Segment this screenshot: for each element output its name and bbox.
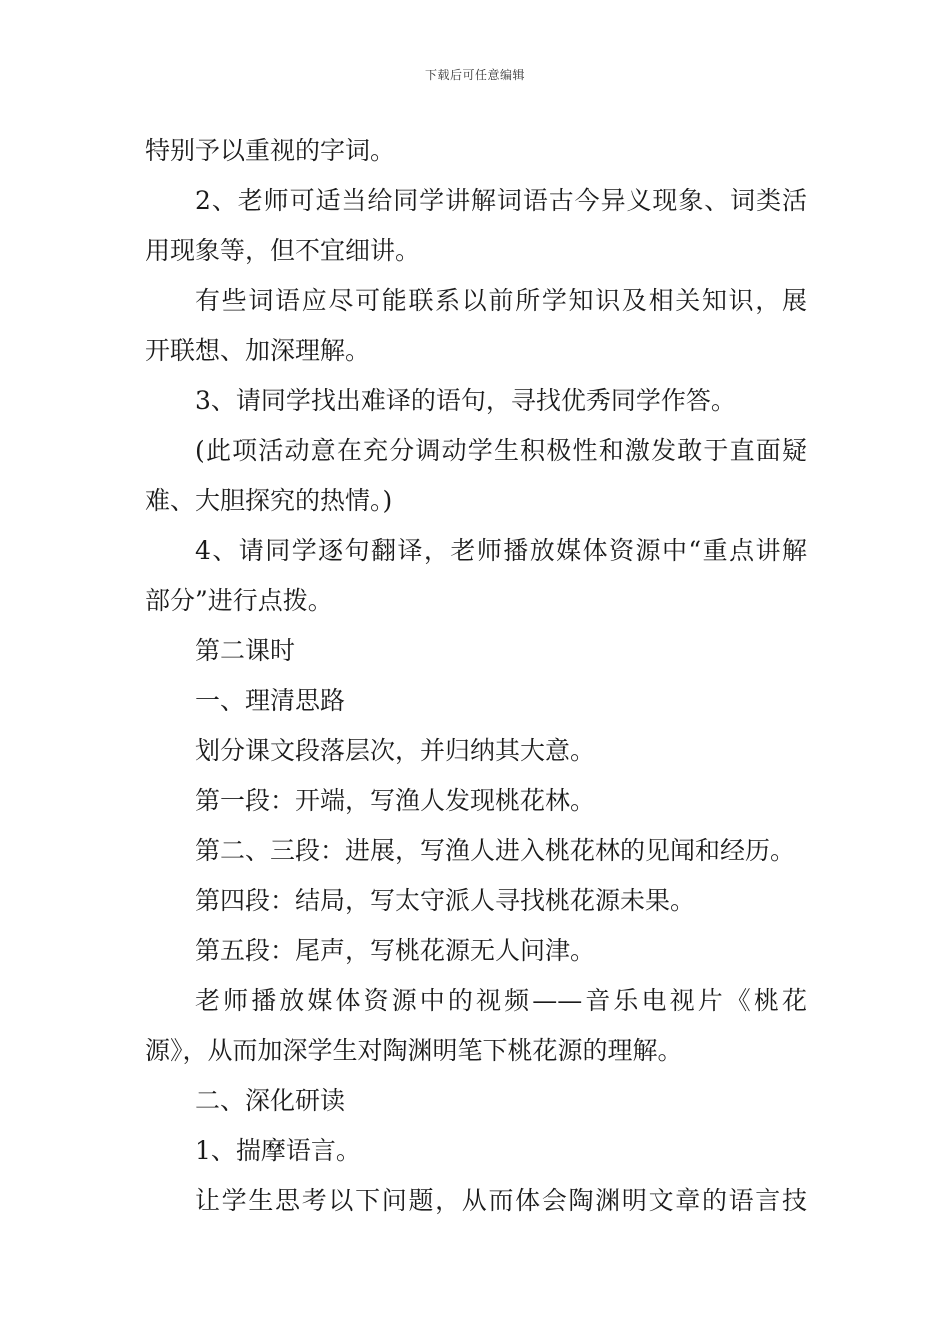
text-line: 难、大胆探究的热情。)	[145, 486, 393, 515]
text-line: 第二、三段：进展，写渔人进入桃花林的见闻和经历。	[195, 836, 796, 865]
text-line: 第一段：开端，写渔人发现桃花林。	[195, 786, 596, 815]
text-line: 1、揣摩语言。	[195, 1136, 361, 1165]
text-line: 一、理清思路	[195, 686, 346, 715]
text-line: 有些词语应尽可能联系以前所学知识及相关知识，展	[195, 286, 807, 315]
text-line: 4、请同学逐句翻译，老师播放媒体资源中“重点讲解	[195, 536, 807, 565]
text-line: 特别予以重视的字词。	[145, 136, 396, 165]
text-line: 第五段：尾声，写桃花源无人问津。	[195, 936, 596, 965]
document-body	[145, 126, 807, 1226]
text-line: 让学生思考以下问题，从而体会陶渊明文章的语言技	[195, 1186, 807, 1215]
text-line: 老师播放媒体资源中的视频——音乐电视片《桃花	[195, 986, 807, 1015]
text-line: 源》，从而加深学生对陶渊明笔下桃花源的理解。	[145, 1036, 683, 1065]
text-line: 二、深化研读	[195, 1086, 346, 1115]
text-line: 划分课文段落层次，并归纳其大意。	[195, 736, 596, 765]
page-header: 下载后可任意编辑	[424, 68, 525, 82]
text-line: 第二课时	[195, 636, 296, 665]
text-line: 第四段：结局，写太守派人寻找桃花源未果。	[195, 886, 696, 915]
text-line: 用现象等，但不宜细讲。	[145, 236, 421, 265]
text-line: 部分”进行点拨。	[145, 586, 333, 615]
text-line: 2、老师可适当给同学讲解词语古今异义现象、词类活	[195, 186, 807, 215]
text-line: 3、请同学找出难译的语句，寻找优秀同学作答。	[195, 386, 736, 415]
text-line: (此项活动意在充分调动学生积极性和激发敢于直面疑	[195, 436, 807, 465]
text-line: 开联想、加深理解。	[145, 336, 371, 365]
